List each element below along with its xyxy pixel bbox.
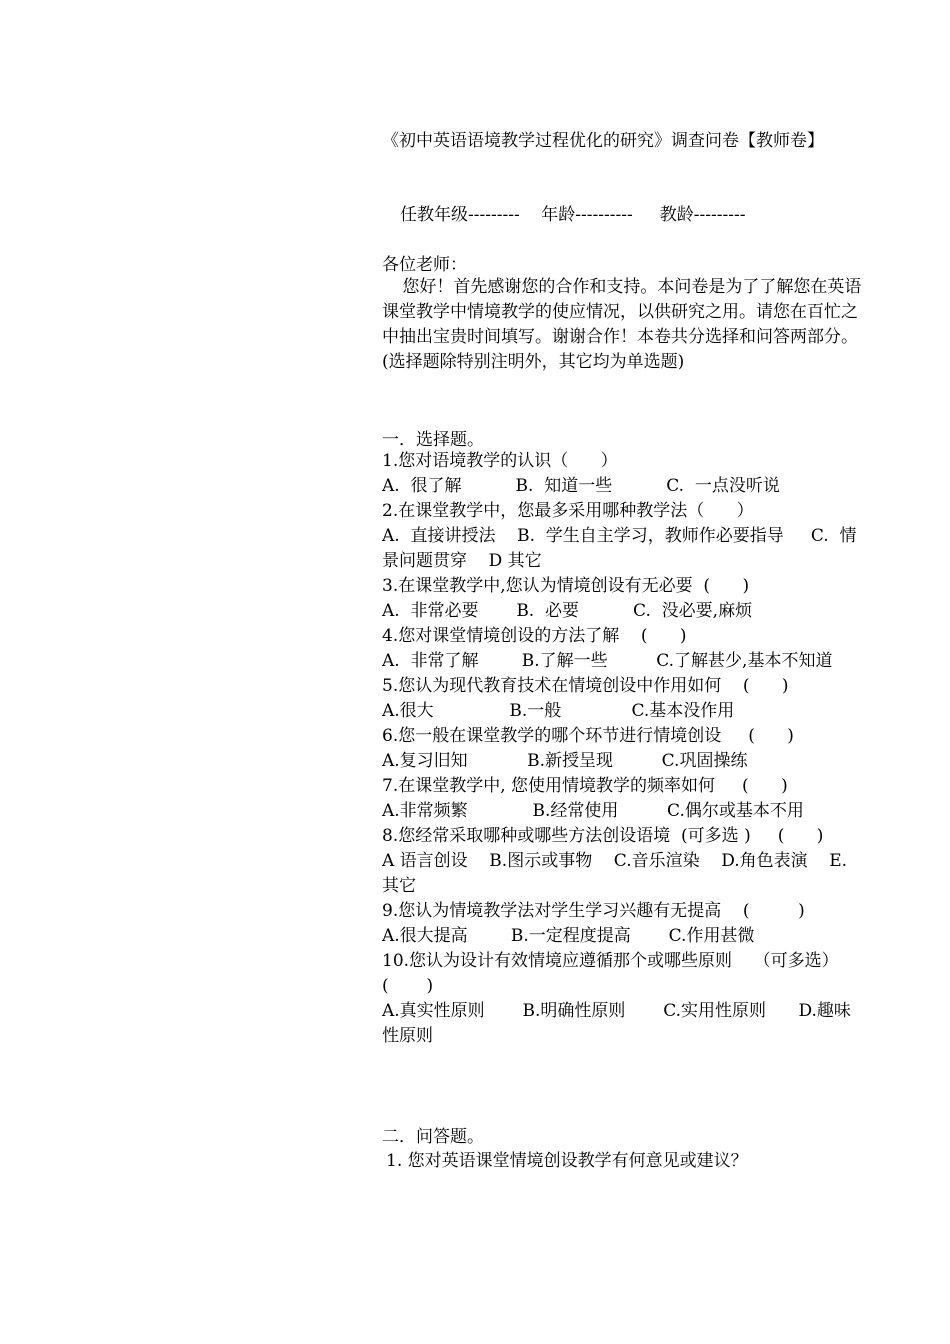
open-question-1: 1. 您对英语课堂情境创设教学有何意见或建议？: [386, 1151, 748, 1171]
options-10: A.真实性原则 B.明确性原则 C.实用性原则 D.趣味性原则: [382, 1001, 851, 1046]
question-7: 7.在课堂教学中, 您使用情境教学的频率如何 ( ): [382, 776, 788, 796]
respondent-info-line: 任教年级--------- 年龄---------- 教龄---------: [400, 205, 746, 225]
question-6: 6.您一般在课堂教学的哪个环节进行情境创设 ( ): [382, 726, 794, 746]
question-4: 4.您对课堂情境创设的方法了解 ( ): [382, 626, 687, 646]
question-8: 8.您经常采取哪种或哪些方法创设语境 (可多选 ) ( ): [382, 826, 824, 846]
question-10: 10.您认为设计有效情境应遵循那个或哪些原则 （可多选） ( ): [382, 951, 866, 996]
options-2: A. 直接讲授法 B. 学生自主学习，教师作必要指导 C. 情景问题贯穿 D 其它: [382, 526, 857, 571]
greeting: 各位老师：: [382, 255, 467, 275]
questionnaire-title: 《初中英语语境教学过程优化的研究》调查问卷【教师卷】: [382, 131, 824, 151]
options-8: A 语言创设 B.图示或事物 C.音乐渲染 D.角色表演 E.其它: [382, 851, 848, 896]
section-open-heading: 二．问答题。: [382, 1127, 484, 1147]
question-3: 3.在课堂教学中,您认为情境创设有无必要 ( ): [382, 576, 750, 596]
options-4: A. 非常了解 B.了解一些 C.了解甚少,基本不知道: [382, 651, 833, 671]
options-3: A. 非常必要 B. 必要 C. 没必要,麻烦: [382, 601, 753, 621]
options-9: A.很大提高 B.一定程度提高 C.作用甚微: [382, 926, 755, 946]
options-1: A. 很了解 B. 知道一些 C. 一点没听说: [382, 476, 780, 496]
question-5: 5.您认为现代教育技术在情境创设中作用如何 ( ): [382, 676, 789, 696]
options-5: A.很大 B.一般 C.基本没作用: [382, 701, 735, 721]
question-2: 2.在课堂教学中，您最多采用哪种教学法（ ）: [382, 501, 754, 521]
question-list: [382, 449, 866, 1049]
question-9: 9.您认为情境教学法对学生学习兴趣有无提高 ( ): [382, 901, 805, 921]
question-1: 1.您对语境教学的认识（ ）: [382, 451, 618, 471]
intro-paragraph: 您好！首先感谢您的合作和支持。本问卷是为了了解您在英语课堂教学中情境教学的使应情况，以供研究之用。请您在百忙之中抽出宝贵时间填写。谢谢合作！本卷共分选择和问答两部分。(选择题除特别注明外，其它均为单选题): [382, 277, 862, 372]
section-choice-heading: 一．选择题。: [382, 430, 484, 450]
options-6: A.复习旧知 B.新授呈现 C.巩固操练: [382, 751, 748, 771]
options-7: A.非常频繁 B.经常使用 C.偶尔或基本不用: [382, 801, 804, 821]
